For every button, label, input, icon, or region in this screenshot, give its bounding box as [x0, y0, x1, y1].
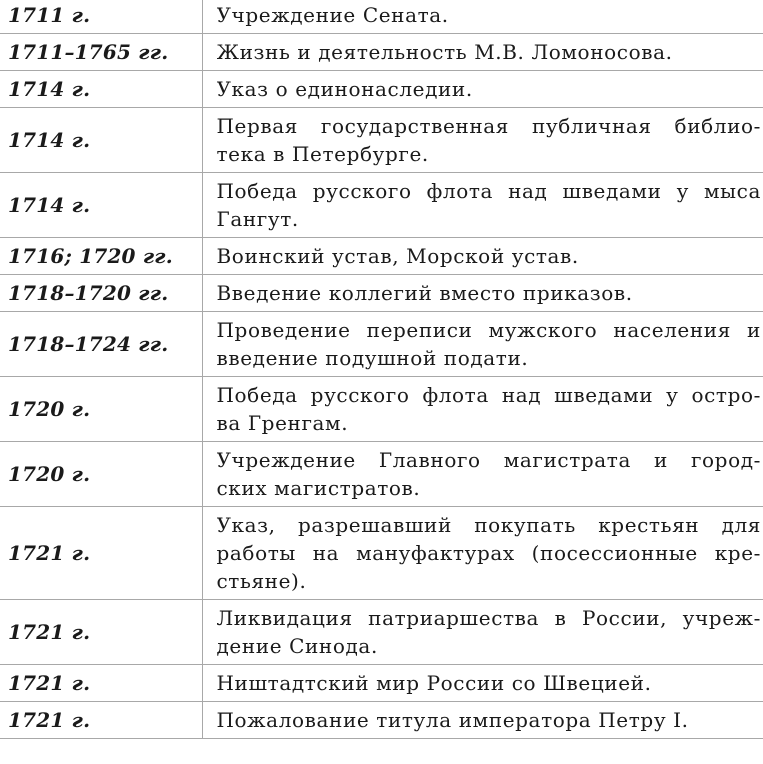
table-row — [0, 665, 763, 702]
row-date: 1720 г. — [0, 442, 202, 507]
event-text-line: Воинский устав, Морской устав. — [216, 244, 579, 268]
event-text-line: Указ, разрешавший покупать крестьян для — [216, 513, 761, 537]
row-date: 1721 г. — [0, 600, 202, 665]
table-row — [0, 108, 763, 173]
event-text-line: Учреждение Главного магистрата и город- — [216, 448, 761, 472]
row-event — [202, 173, 763, 238]
row-date: 1721 г. — [0, 702, 202, 739]
row-date: 1711–1765 гг. — [0, 34, 202, 71]
event-text-line: Ликвидация патриаршества в России, учреж- — [216, 606, 761, 630]
row-event — [202, 377, 763, 442]
event-text-line: Введение коллегий вместо приказов. — [216, 281, 633, 305]
table-row — [0, 173, 763, 238]
row-date: 1721 г. — [0, 665, 202, 702]
table-row — [0, 507, 763, 600]
row-event — [202, 0, 763, 34]
row-date: 1714 г. — [0, 108, 202, 173]
row-event — [202, 665, 763, 702]
row-event — [202, 34, 763, 71]
row-date: 1711 г. — [0, 0, 202, 34]
row-date: 1716; 1720 гг. — [0, 238, 202, 275]
row-date: 1718–1724 гг. — [0, 312, 202, 377]
table-row — [0, 34, 763, 71]
event-text-line: введение подушной подати. — [216, 346, 529, 370]
event-text-line: Первая государственная публичная библио- — [216, 114, 761, 138]
event-text-line: Проведение переписи мужского населения и — [216, 318, 761, 342]
table-row — [0, 312, 763, 377]
row-event — [202, 442, 763, 507]
row-event — [202, 108, 763, 173]
event-text-line: Победа русского флота над шведами у мыса — [216, 179, 761, 203]
row-date: 1714 г. — [0, 173, 202, 238]
row-event — [202, 312, 763, 377]
row-date: 1721 г. — [0, 507, 202, 600]
row-event — [202, 71, 763, 108]
event-text-line: работы на мануфактурах (посессионные кре- — [216, 541, 761, 565]
row-event — [202, 238, 763, 275]
table-row — [0, 71, 763, 108]
event-text-line: ва Гренгам. — [216, 411, 349, 435]
event-text-line: стьяне). — [216, 569, 307, 593]
table-row — [0, 238, 763, 275]
event-text-line: Учреждение Сената. — [216, 3, 449, 27]
event-text-line: Гангут. — [216, 207, 299, 231]
event-text-line: Указ о единонаследии. — [216, 77, 473, 101]
event-text-line: тека в Петербурге. — [216, 142, 429, 166]
row-date: 1720 г. — [0, 377, 202, 442]
event-text-line: Ништадтский мир России со Швецией. — [216, 671, 652, 695]
table-row — [0, 442, 763, 507]
table-row — [0, 0, 763, 34]
table-row — [0, 702, 763, 739]
table-row — [0, 275, 763, 312]
event-text-line: Победа русского флота над шведами у остро- — [216, 383, 761, 407]
event-text-line: дение Синода. — [216, 634, 378, 658]
row-event — [202, 600, 763, 665]
table-row — [0, 377, 763, 442]
table-row — [0, 600, 763, 665]
event-text-line: ских магистратов. — [216, 476, 421, 500]
row-event — [202, 507, 763, 600]
event-text-line: Жизнь и деятельность М.В. Ломоносова. — [216, 40, 673, 64]
row-event — [202, 702, 763, 739]
row-date: 1718–1720 гг. — [0, 275, 202, 312]
row-event — [202, 275, 763, 312]
event-text-line: Пожалование титула императора Петру I. — [216, 708, 689, 732]
row-date: 1714 г. — [0, 71, 202, 108]
